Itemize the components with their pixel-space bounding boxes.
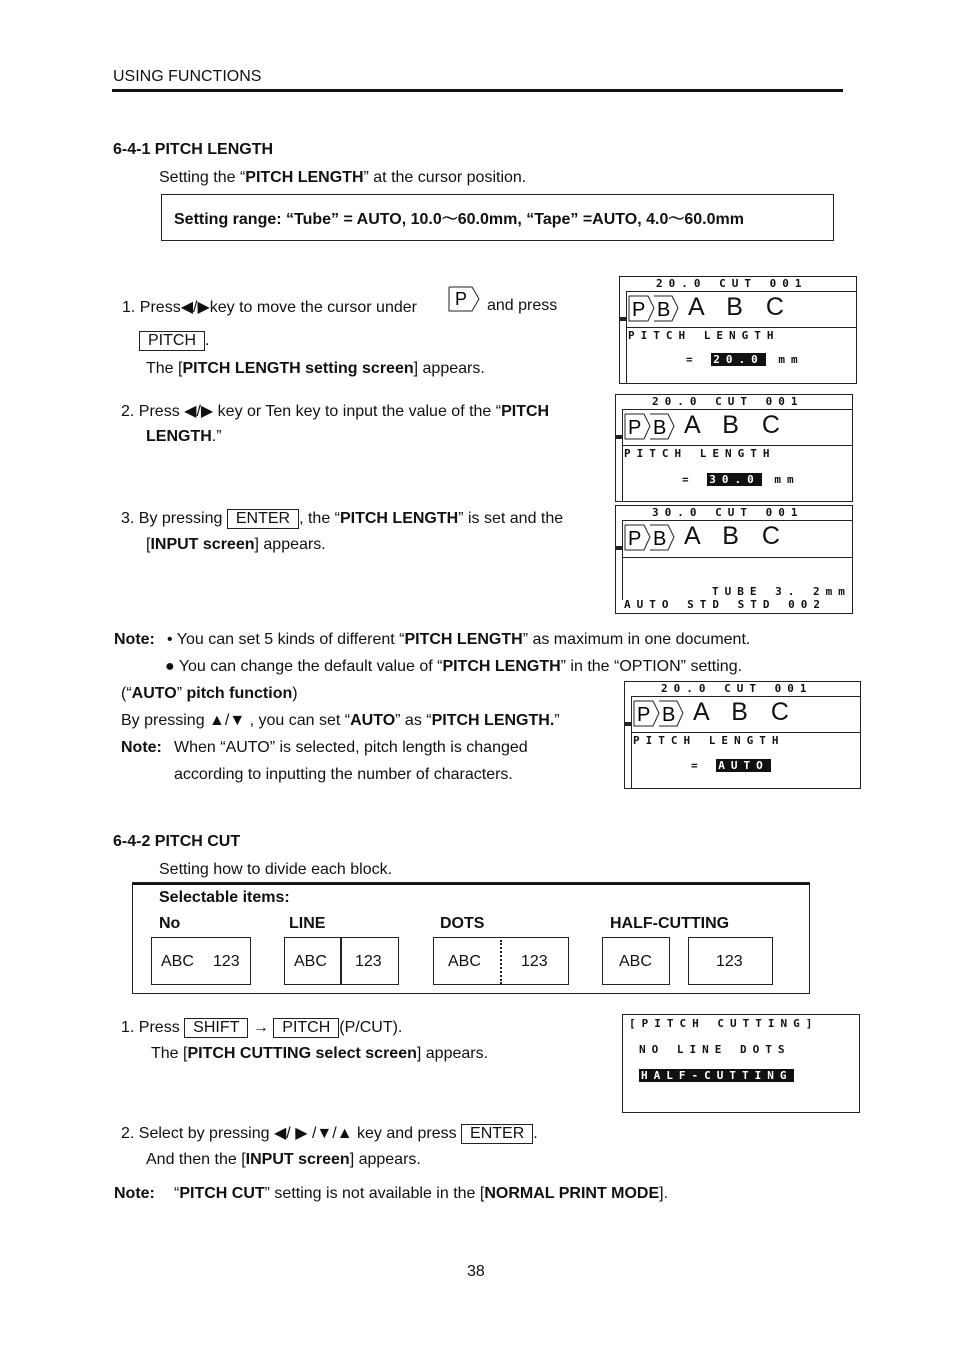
step3-line1: 3. By pressing ENTER , the “PITCH LENGTH” is set and the (121, 510, 564, 527)
lcd-screen-pitch-length-20: 20.0 CUT 001 P B A B C PITCH LENGTH = 20.0 mm (619, 276, 857, 384)
step2-line2: LENGTH.” (146, 428, 222, 445)
pitch-key: PITCH (273, 1018, 339, 1038)
svg-text:B: B (653, 528, 667, 550)
note1-line2: ● You can change the default value of “PITCH LENGTH” in the “OPTION” setting. (165, 658, 743, 675)
section-title-pitch-length: 6-4-1 PITCH LENGTH (113, 141, 274, 158)
step2-line1: 2. Press ◀/▶ key or Ten key to input the value of the “PITCH (121, 403, 550, 420)
running-header: USING FUNCTIONS (113, 68, 262, 85)
step1-result: The [PITCH LENGTH setting screen] appears. (146, 360, 485, 377)
svg-text:B: B (662, 704, 676, 726)
note-label: Note: (114, 631, 155, 648)
right-arrow-icon: ▶ (200, 403, 214, 420)
note2-label: Note: (114, 1185, 155, 1202)
cut-step1-line1: 1. Press SHIFT → PITCH (P/CUT). (121, 1019, 403, 1036)
left-arrow-icon: ◀ (180, 299, 193, 316)
auto-note-label: Note: (121, 739, 162, 756)
step1-key-row: PITCH . (139, 331, 209, 351)
step3-line2: [INPUT screen] appears. (146, 536, 326, 553)
svg-text:B: B (653, 417, 667, 439)
pb-block-icon (633, 700, 685, 728)
enter-key: ENTER (461, 1124, 533, 1144)
sample-line-left: ABC (284, 937, 341, 985)
sample-half-right: 123 (688, 937, 773, 985)
sample-line-right: 123 (341, 937, 399, 985)
pb-block-icon (624, 524, 676, 552)
note2-text: “PITCH CUT” setting is not available in the [NORMAL PRINT MODE]. (174, 1185, 669, 1202)
svg-text:P: P (632, 299, 646, 321)
col-dots: DOTS (440, 915, 485, 932)
enter-key: ENTER (227, 509, 299, 529)
pb-block-icon (628, 295, 680, 323)
section2-desc: Setting how to divide each block. (159, 861, 393, 878)
cut-step2-line1: 2. Select by pressing ◀/ ▶ /▼/▲ key and press ENTER . (121, 1125, 538, 1142)
svg-text:P: P (628, 417, 642, 439)
right-arrow-icon: ▶ (295, 1125, 308, 1142)
left-arrow-icon: ◀ (273, 1125, 287, 1142)
lcd-screen-pitch-auto: 20.0 CUT 001 P B A B C PITCH LENGTH = AUTO (624, 681, 861, 789)
pb-block-icon (624, 413, 676, 441)
col-line: LINE (289, 915, 326, 932)
auto-note-line2: according to inputting the number of characters. (174, 766, 513, 783)
auto-heading: (“AUTO” pitch function) (121, 685, 298, 702)
auto-line1: By pressing ▲/▼ , you can set “AUTO” as “PITCH LENGTH.” (121, 712, 560, 729)
step1-and-press: and press (487, 297, 558, 314)
cut-step1-line2: The [PITCH CUTTING select screen] appears. (151, 1045, 489, 1062)
shift-key: SHIFT (184, 1018, 248, 1038)
svg-text:P: P (637, 704, 651, 726)
auto-note-line1: When “AUTO” is selected, pitch length is changed (174, 739, 528, 756)
header-rule (112, 89, 843, 92)
svg-text:P: P (455, 289, 468, 309)
sample-half-left: ABC (602, 937, 670, 985)
col-no: No (159, 915, 181, 932)
lcd-screen-pitch-cutting: [PITCH CUTTING] NO LINE DOTS HALF-CUTTING (622, 1014, 860, 1113)
svg-text:P: P (628, 528, 642, 550)
lcd-screen-pitch-length-30: 20.0 CUT 001 P B A B C PITCH LENGTH = 30.0 mm (615, 394, 853, 502)
col-half-cutting: HALF-CUTTING (610, 915, 730, 932)
setting-range-box: Setting range: “Tube” = AUTO, 10.0〜60.0mm, “Tape” =AUTO, 4.0〜60.0mm (161, 194, 834, 241)
sample-no: ABC 123 (151, 937, 251, 985)
section-desc: Setting the “PITCH LENGTH” at the cursor position. (159, 169, 527, 186)
selectable-label: Selectable items: (159, 889, 290, 906)
cut-step2-line2: And then the [INPUT screen] appears. (146, 1151, 421, 1168)
step1-line1: 1. Press◀/▶key to move the cursor under (122, 299, 417, 316)
note1-line1: • You can set 5 kinds of different “PITCH LENGTH” as maximum in one document. (167, 631, 751, 648)
down-arrow-icon: ▼ (316, 1125, 333, 1142)
lcd-screen-input: 30.0 CUT 001 P B A B C TUBE 3. 2mm AUTO STD STD 002 (615, 505, 853, 614)
selectable-items-box (132, 882, 810, 994)
sample-dots: ABC 123 (433, 937, 569, 985)
pitch-key: PITCH (139, 331, 205, 351)
left-arrow-icon: ◀ (184, 403, 197, 420)
page-number: 38 (467, 1263, 485, 1280)
section-title-pitch-cut: 6-4-2 PITCH CUT (113, 833, 241, 850)
right-arrow-icon: ▶ (197, 299, 210, 316)
up-arrow-icon: ▲ (336, 1125, 353, 1142)
svg-text:B: B (657, 299, 671, 321)
p-key-icon (448, 286, 480, 312)
